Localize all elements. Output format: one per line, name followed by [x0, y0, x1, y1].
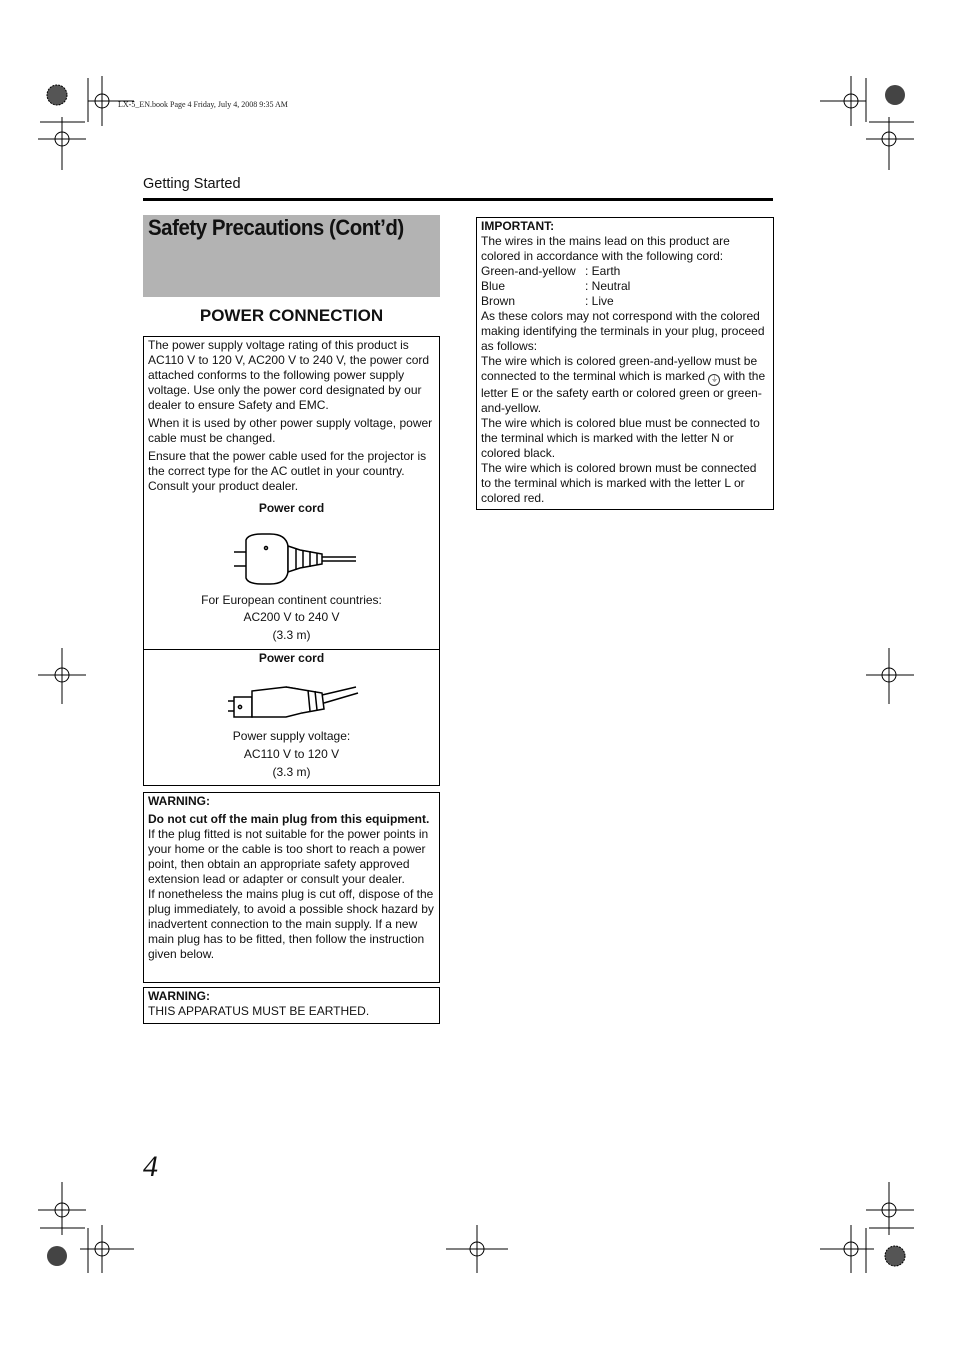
important-intro: The wires in the mains lead on this product are colored in accordance with the following cord: [481, 234, 730, 263]
header-rule [143, 198, 773, 201]
wire-row [481, 264, 769, 279]
cord-us-caption-3: (3.3 m) [272, 765, 311, 779]
warning-2-body: THIS APPARATUS MUST BE EARTHED. [148, 1004, 370, 1018]
important-para-4: The wire which is colored brown must be connected to the terminal which is marked with the letter L or colored red. [481, 461, 757, 505]
title-band [143, 215, 440, 297]
power-connection-text [148, 338, 435, 497]
cord-eu-label: Power cord [258, 501, 325, 515]
warning-box-plug [143, 792, 440, 983]
warning-box-earthed [143, 987, 440, 1024]
wire-row [481, 279, 769, 294]
warning-1-heading: WARNING: [148, 794, 210, 808]
cord-eu-caption-3: (3.3 m) [272, 628, 311, 642]
warning-1-body-2: If nonetheless the mains plug is cut off, dispose of the plug immediately, to avoid a possible shock hazard by inadvertent connection to the main supply. If a new main plug has to be fitted, then follow the instruction given below. [148, 887, 434, 961]
important-heading: IMPORTANT: [481, 219, 555, 233]
cord-eu-caption-1: For European continent countries: [201, 593, 382, 607]
wire-color: Green-and-yellow [481, 264, 576, 278]
page-number: 4 [143, 1150, 158, 1183]
earth-ground-icon: ⏚ [708, 374, 720, 386]
important-para-2b: with the letter E or the safety earth or colored green or green-and-yellow. [481, 369, 766, 415]
wire-meaning: : Neutral [585, 279, 631, 293]
warning-1-body-1: If the plug fitted is not suitable for the power points in your home or the cable is too short to reach a power point, then obtain an appropriate safety approved extension lead or adapter or consult your dealer. [148, 827, 429, 886]
wire-color: Brown [481, 294, 516, 308]
important-para-1: As these colors may not correspond with the colored making identifying the terminals in your plug, proceed as follows: [481, 309, 765, 353]
power-connection-box [143, 336, 440, 786]
section-label: Getting Started [143, 176, 241, 192]
eu-plug-icon [226, 530, 358, 588]
us-plug-icon [226, 683, 360, 727]
important-para-3: The wire which is colored blue must be connected to the terminal which is marked with the letter N or colored black. [481, 416, 760, 460]
warning-1-subheading: Do not cut off the main plug from this equipment. [148, 812, 430, 826]
cord-us-caption-2: AC110 V to 120 V [243, 747, 340, 761]
pc-paragraph-3: Ensure that the power cable used for the projector is the correct type for the AC outlet in your country. Consult your product dealer. [148, 449, 427, 493]
important-para-2 [481, 354, 769, 416]
page-title: Safety Precautions (Cont’d) [148, 215, 404, 240]
wire-meaning: : Earth [585, 264, 621, 278]
wire-row [481, 294, 769, 309]
important-box [476, 217, 774, 510]
cord-us-label: Power cord [258, 651, 325, 665]
power-connection-heading: POWER CONNECTION [199, 306, 384, 325]
print-info: LX-5_EN.book Page 4 Friday, July 4, 2008 9:35 AM [118, 100, 288, 109]
warning-2-heading: WARNING: [148, 989, 210, 1003]
pc-paragraph-1: The power supply voltage rating of this product is AC110 V to 120 V, AC200 V to 240 V, the power cord attached conforms to the following power supply voltage. Use only the power cord designated by our dealer to ensure Safety and EMC. [148, 338, 430, 412]
pc-paragraph-2: When it is used by other power supply voltage, power cable must be changed. [148, 416, 433, 445]
cord-eu-caption-2: AC200 V to 240 V [243, 610, 340, 624]
wire-meaning: : Live [585, 294, 614, 308]
cord-us-caption-1: Power supply voltage: [232, 729, 351, 743]
wire-color: Blue [481, 279, 506, 293]
important-para-2a: The wire which is colored green-and-yellow must be connected to the terminal which is marked [481, 354, 758, 383]
